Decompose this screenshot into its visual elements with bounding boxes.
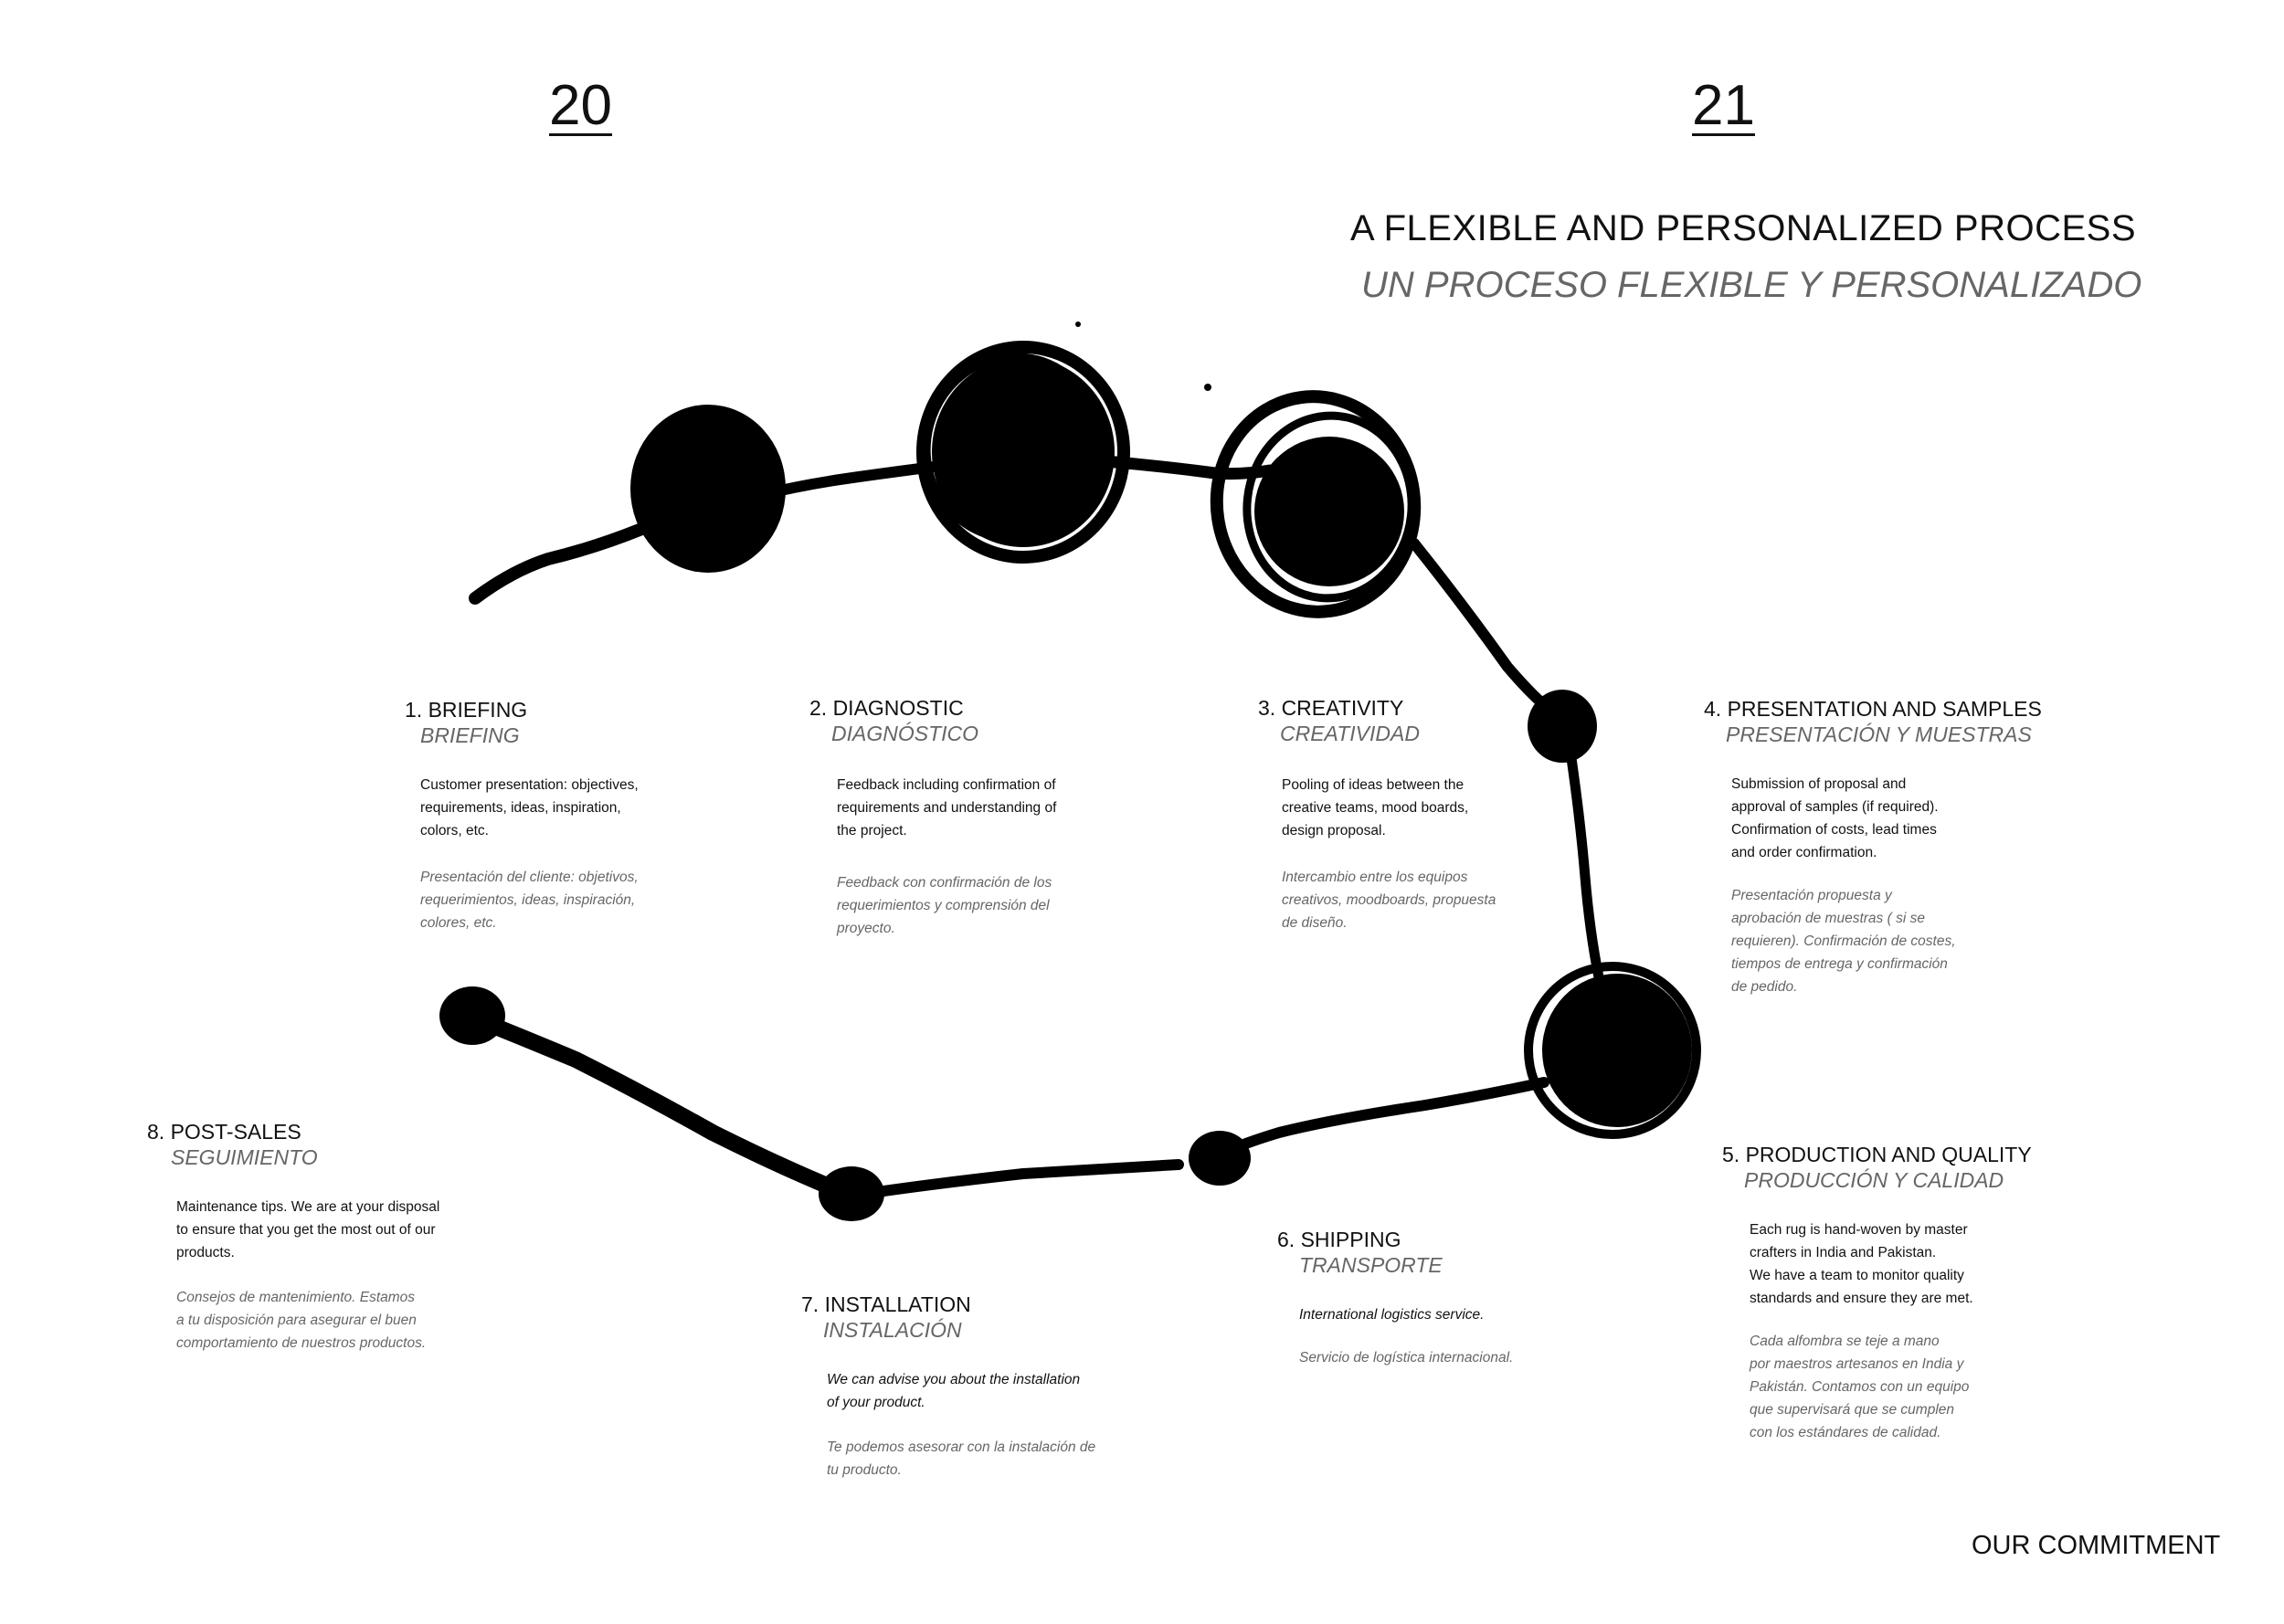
node-6-shipping xyxy=(1189,1131,1251,1186)
step-3-creativity xyxy=(1258,695,1556,934)
step-7-installation xyxy=(801,1292,1137,1482)
step-title: 5. PRODUCTION AND QUALITY xyxy=(1722,1143,2032,1166)
step-subtitle: SEGUIMIENTO xyxy=(171,1145,318,1169)
step-6-shipping xyxy=(1277,1227,1591,1369)
step-description-es: Te podemos asesorar con la instalación de tu producto. xyxy=(827,1439,1096,1478)
step-5-production-and-quality xyxy=(1722,1142,2032,1444)
node-7-installation xyxy=(819,1166,884,1221)
step-title: 1. BRIEFING xyxy=(405,698,528,722)
step-title: 3. CREATIVITY xyxy=(1258,696,1404,720)
node-3-creativity xyxy=(1254,437,1404,586)
step-title: 7. INSTALLATION xyxy=(801,1292,971,1316)
step-description-en: Maintenance tips. We are at your disposal to ensure that you get the most out of our products. xyxy=(176,1199,440,1260)
step-description-en: We can advise you about the installation of your product. xyxy=(827,1372,1081,1410)
step-description-es: Consejos de mantenimiento. Estamos a tu disposición para asegurar el buen comportamiento de nuestros productos. xyxy=(176,1290,427,1351)
step-description-en: Customer presentation: objectives, requirements, ideas, inspiration, colors, etc. xyxy=(420,777,639,838)
step-description-en: International logistics service. xyxy=(1299,1307,1485,1323)
step-description-es: Intercambio entre los equipos creativos, moodboards, propuesta de diseño. xyxy=(1282,870,1496,931)
step-description-en: Each rug is hand-woven by master crafters in India and Pakistan. We have a team to monitor quality standards and ensure they are met. xyxy=(1750,1222,1973,1306)
step-description-es: Presentación propuesta y aprobación de muestras ( si se requieren). Confirmación de costes, tiempos de entrega y confirmación de pedido. xyxy=(1731,888,1956,995)
node-1-briefing xyxy=(630,405,786,573)
step-title: 6. SHIPPING xyxy=(1277,1228,1401,1251)
step-description-en: Pooling of ideas between the creative teams, mood boards, design proposal. xyxy=(1282,777,1469,838)
step-description-es: Feedback con confirmación de los requerimientos y comprensión del proyecto. xyxy=(837,875,1052,936)
node-2-diagnostic xyxy=(932,357,1115,547)
section-footer-label: OUR COMMITMENT xyxy=(1972,1531,2221,1560)
page-subtitle: UN PROCESO FLEXIBLE Y PERSONALIZADO xyxy=(1361,265,2142,305)
step-title: 8. POST-SALES xyxy=(147,1120,301,1144)
ink-speck xyxy=(1204,384,1211,391)
page-number-left: 20 xyxy=(549,74,612,137)
step-subtitle: PRODUCCIÓN Y CALIDAD xyxy=(1744,1168,2004,1192)
step-description-en: Submission of proposal and approval of samples (if required). Confirmation of costs, lead times and order confirmation. xyxy=(1731,776,1939,860)
step-2-diagnostic xyxy=(809,695,1111,940)
step-title: 2. DIAGNOSTIC xyxy=(809,696,964,720)
node-5-production xyxy=(1542,974,1692,1127)
step-subtitle: BRIEFING xyxy=(420,723,520,747)
step-description-es: Cada alfombra se teje a mano por maestros artesanos en India y Pakistán. Contamos con un equipo que supervisará que se cumplen con los estándares de calidad. xyxy=(1750,1334,1970,1440)
node-8-post-sales xyxy=(439,986,505,1045)
step-subtitle: TRANSPORTE xyxy=(1299,1253,1443,1277)
step-4-presentation-and-samples xyxy=(1704,696,2042,998)
page-title: A FLEXIBLE AND PERSONALIZED PROCESS xyxy=(1350,208,2136,248)
step-description-es: Servicio de logística internacional. xyxy=(1299,1350,1514,1366)
ink-speck xyxy=(1075,322,1081,327)
step-subtitle: PRESENTACIÓN Y MUESTRAS xyxy=(1726,722,2032,746)
step-1-briefing xyxy=(405,697,694,934)
step-8-post-sales xyxy=(147,1119,487,1355)
step-subtitle: CREATIVIDAD xyxy=(1280,722,1420,745)
page-number-right: 21 xyxy=(1692,74,1755,137)
step-subtitle: DIAGNÓSTICO xyxy=(831,722,979,745)
step-title: 4. PRESENTATION AND SAMPLES xyxy=(1704,697,2042,721)
step-subtitle: INSTALACIÓN xyxy=(823,1318,962,1342)
step-description-es: Presentación del cliente: objetivos, requerimientos, ideas, inspiración, colores, etc. xyxy=(420,870,639,931)
step-description-en: Feedback including confirmation of requirements and understanding of the project. xyxy=(837,777,1057,838)
